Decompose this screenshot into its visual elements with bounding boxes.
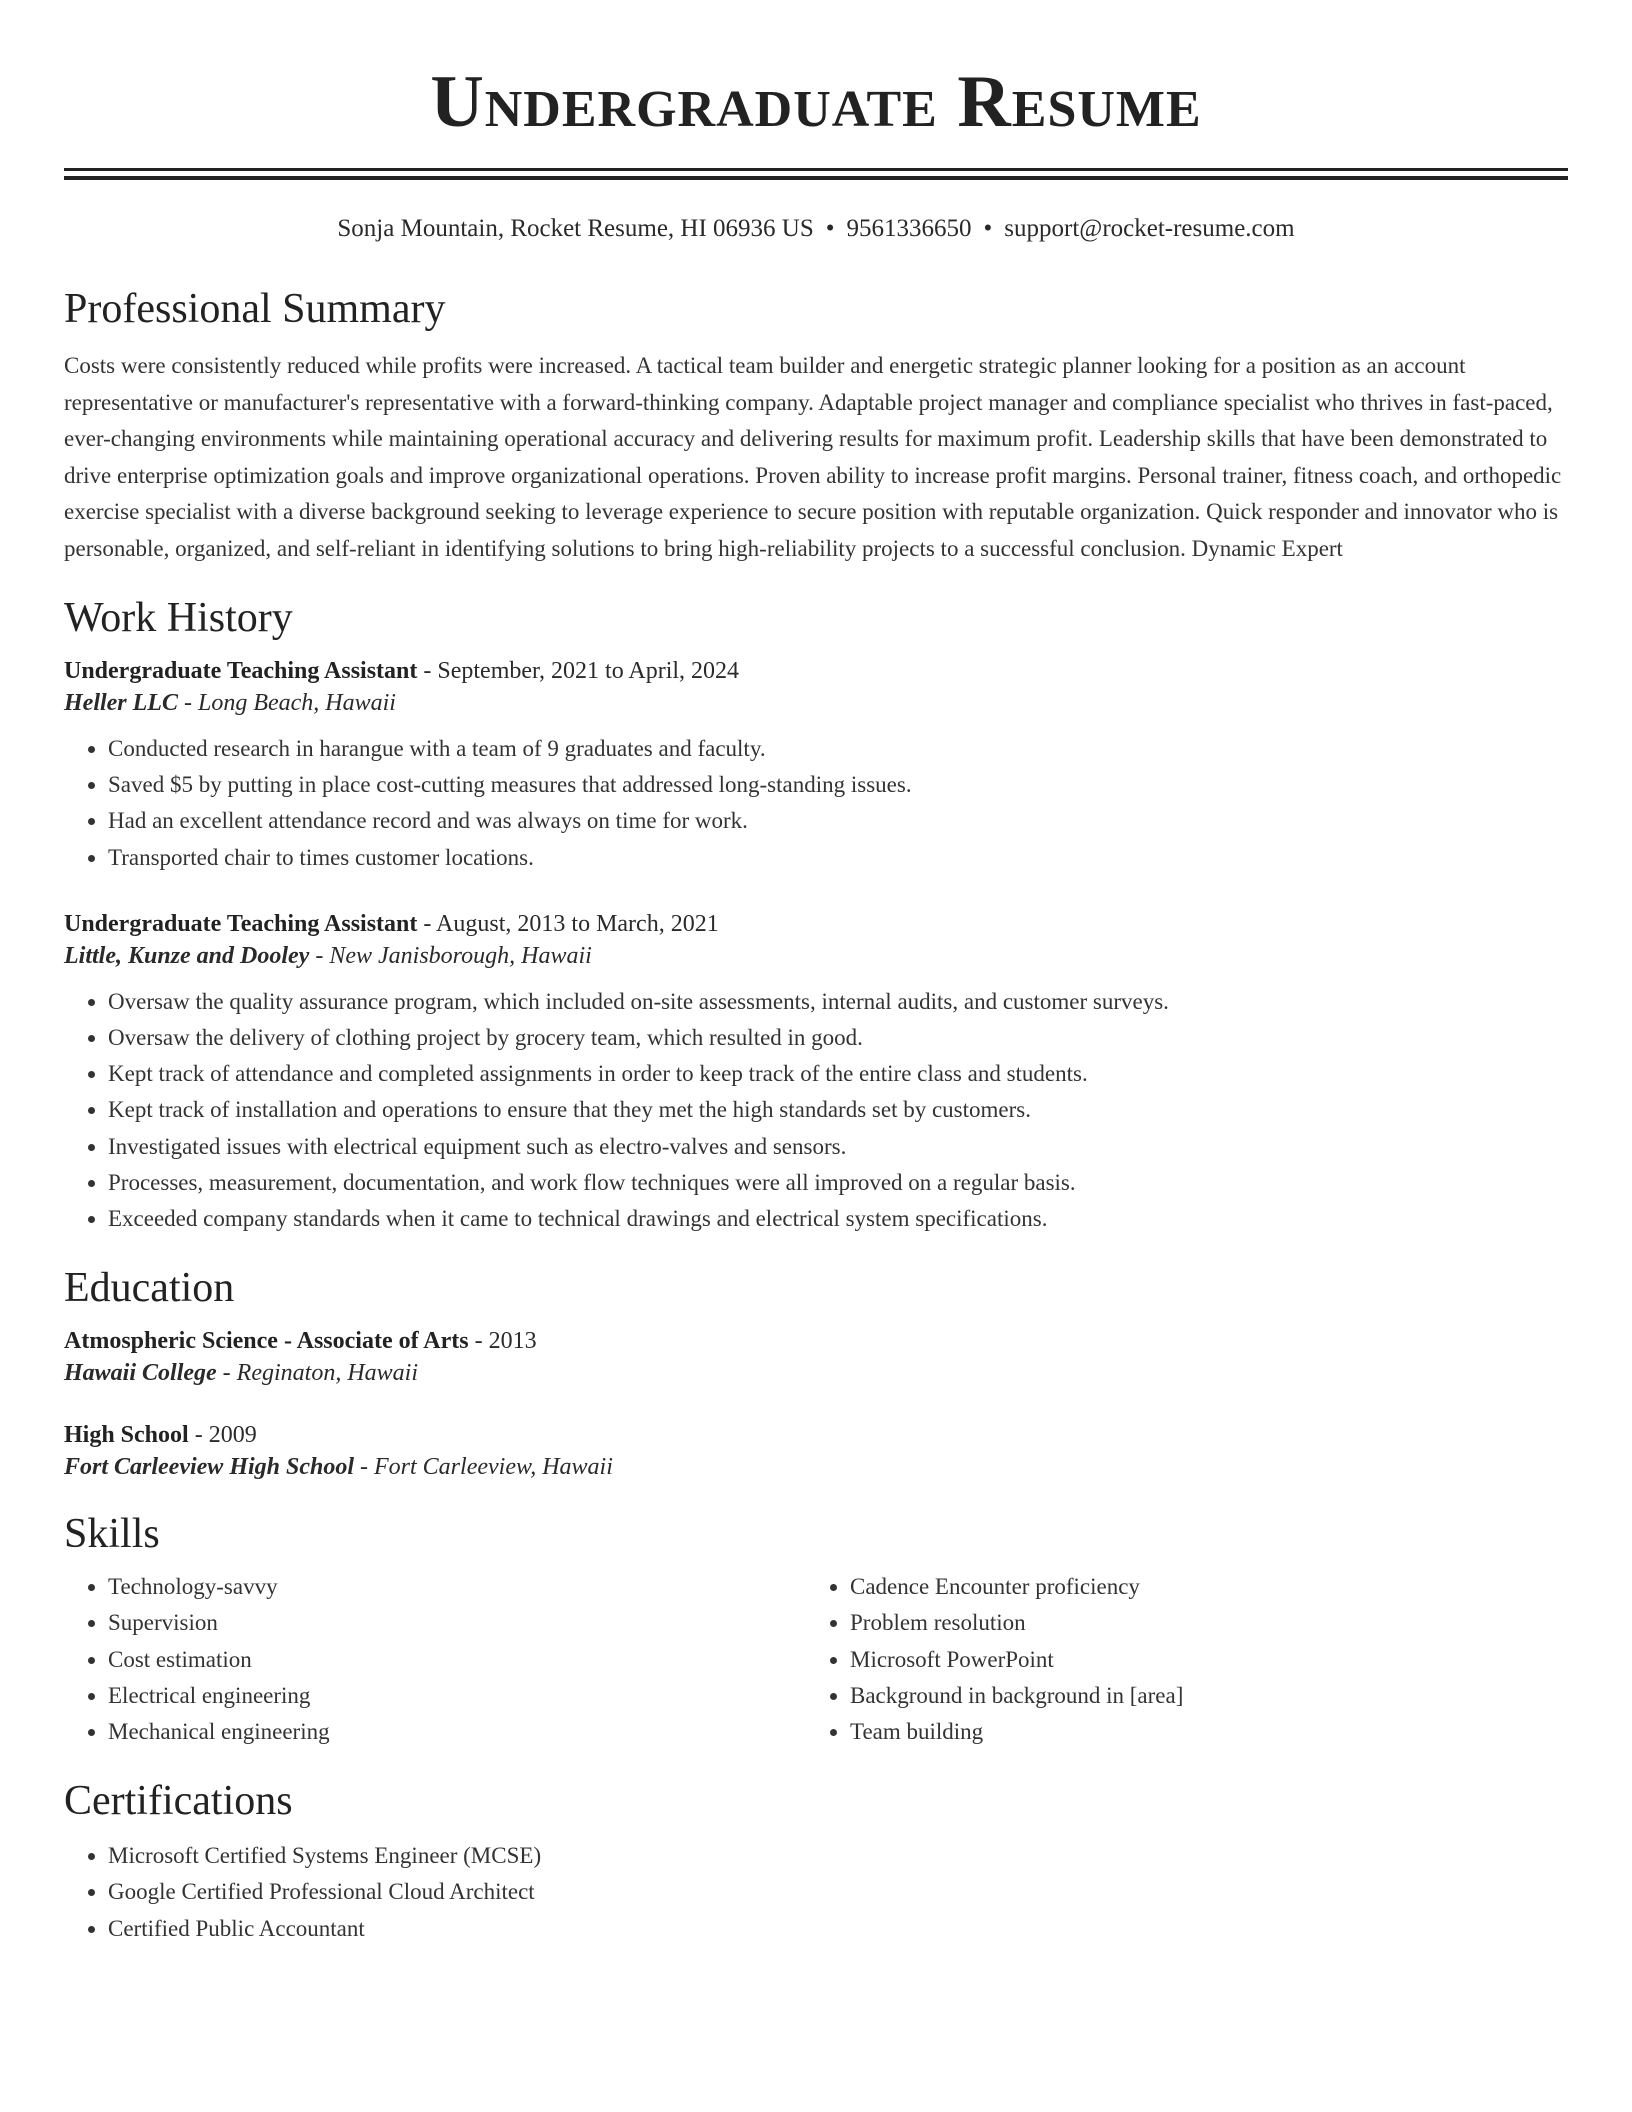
list-item: • Oversaw the delivery of clothing project by grocery team, which resulted in good. — [108, 1020, 1568, 1056]
skill-item: • Cost estimation — [108, 1642, 806, 1678]
list-item: • Kept track of attendance and completed assignments in order to keep track of the entire class and students. — [108, 1056, 1568, 1092]
contact-separator: • — [825, 215, 835, 242]
list-item: • Exceeded company standards when it came to technical drawings and electrical system specifications. — [108, 1201, 1568, 1237]
degree-year: - 2013 — [474, 1328, 537, 1355]
job-company: Little, Kunze and Dooley — [64, 942, 310, 969]
list-item: • Saved $5 by putting in place cost-cutting measures that addressed long-standing issues. — [108, 767, 1568, 803]
skill-item: • Supervision — [108, 1605, 806, 1641]
skill-item: • Electrical engineering — [108, 1678, 806, 1714]
list-item: • Investigated issues with electrical equipment such as electro-valves and sensors. — [108, 1129, 1568, 1165]
summary-text: Costs were consistently reduced while profits were increased. A tactical team builder and energetic strategic planner looking for a position as an account representative or manufacturer's representative with a forward-thinking company. Adaptable project manager and compliance specialist who thrives in fast-paced, ever-changing environments while maintaining operational accuracy and delivering results for maximum profit. Leadership skills that have been demonstrated to drive enterprise optimization goals and improve organizational operations. Proven ability to increase profit margins. Personal trainer, fitness coach, and orthopedic exercise specialist with a diverse background seeking to leverage experience to secure position with reputable organization. Quick responder and innovator who is personable, organized, and self-reliant in identifying solutions to bring high-reliability projects to a successful conclusion. Dynamic Expert — [64, 353, 1562, 561]
work-history-heading: Work History — [64, 595, 293, 641]
contact-email: support@rocket-resume.com — [1004, 215, 1295, 242]
school-location: - Reginaton, Hawaii — [222, 1360, 418, 1387]
contact-separator: • — [983, 215, 993, 242]
job-title-line — [64, 655, 1568, 687]
education-entry — [64, 1419, 1568, 1483]
resume-title: Undergraduate Resume — [430, 61, 1202, 143]
school-line — [64, 1451, 1568, 1483]
certification-item: • Microsoft Certified Systems Engineer (MCSE) — [108, 1838, 1568, 1874]
job-company-line — [64, 940, 1568, 972]
job-title: Undergraduate Teaching Assistant — [64, 910, 418, 937]
skill-item: • Cadence Encounter proficiency — [850, 1569, 1548, 1605]
job-company-line — [64, 687, 1568, 719]
job-entry — [64, 908, 1568, 1237]
list-item: • Had an excellent attendance record and was always on time for work. — [108, 803, 1568, 839]
degree-year: - 2009 — [194, 1422, 257, 1449]
summary-heading: Professional Summary — [64, 286, 446, 332]
school-name: Fort Carleeview High School — [64, 1454, 355, 1481]
contact-phone: 9561336650 — [846, 215, 972, 242]
degree-line — [64, 1419, 1568, 1451]
degree-name: High School — [64, 1422, 189, 1449]
skill-item: • Technology-savvy — [108, 1569, 806, 1605]
certification-item: • Certified Public Accountant — [108, 1911, 1568, 1947]
job-bullets — [64, 731, 1568, 876]
certifications-heading: Certifications — [64, 1778, 293, 1825]
skill-item: • Background in background in [area] — [850, 1678, 1548, 1714]
skills-list-right — [806, 1569, 1548, 1750]
list-item: • Processes, measurement, documentation, and work flow techniques were all improved on a regular basis. — [108, 1165, 1568, 1201]
job-location: - Long Beach, Hawaii — [183, 690, 396, 716]
education-heading: Education — [64, 1265, 235, 1312]
degree-line — [64, 1325, 1568, 1357]
job-title-line — [64, 908, 1568, 940]
certification-item: • Google Certified Professional Cloud Architect — [108, 1874, 1568, 1910]
job-title: Undergraduate Teaching Assistant — [64, 658, 418, 684]
education-entry — [64, 1325, 1568, 1389]
list-item: • Transported chair to times customer locations. — [108, 840, 1568, 876]
list-item: • Oversaw the quality assurance program, which included on-site assessments, internal audits, and customer surveys. — [108, 984, 1568, 1020]
contact-line — [64, 214, 1568, 244]
skill-item: • Problem resolution — [850, 1605, 1548, 1641]
job-company: Heller LLC — [64, 690, 178, 716]
job-dates: - August, 2013 to March, 2021 — [423, 910, 719, 937]
list-item: • Conducted research in harangue with a team of 9 graduates and faculty. — [108, 731, 1568, 767]
job-dates: - September, 2021 to April, 2024 — [423, 658, 740, 684]
skill-item: • Mechanical engineering — [108, 1714, 806, 1750]
skills-list-left — [64, 1569, 806, 1750]
skills-columns — [64, 1569, 1568, 1750]
job-location: - New Janisborough, Hawaii — [315, 942, 592, 969]
resume-page — [64, 0, 1568, 1947]
school-location: - Fort Carleeview, Hawaii — [360, 1454, 613, 1481]
contact-address: Sonja Mountain, Rocket Resume, HI 06936 US — [337, 215, 814, 242]
title-divider — [64, 168, 1568, 180]
skill-item: • Microsoft PowerPoint — [850, 1642, 1548, 1678]
job-bullets — [64, 984, 1568, 1237]
skills-heading: Skills — [64, 1511, 160, 1558]
job-entry — [64, 655, 1568, 876]
certifications-list — [64, 1838, 1568, 1947]
school-line — [64, 1357, 1568, 1389]
list-item: • Kept track of installation and operations to ensure that they met the high standards set by customers. — [108, 1092, 1568, 1128]
degree-name: Atmospheric Science - Associate of Arts — [64, 1328, 469, 1355]
skill-item: • Team building — [850, 1714, 1548, 1750]
school-name: Hawaii College — [64, 1360, 217, 1387]
